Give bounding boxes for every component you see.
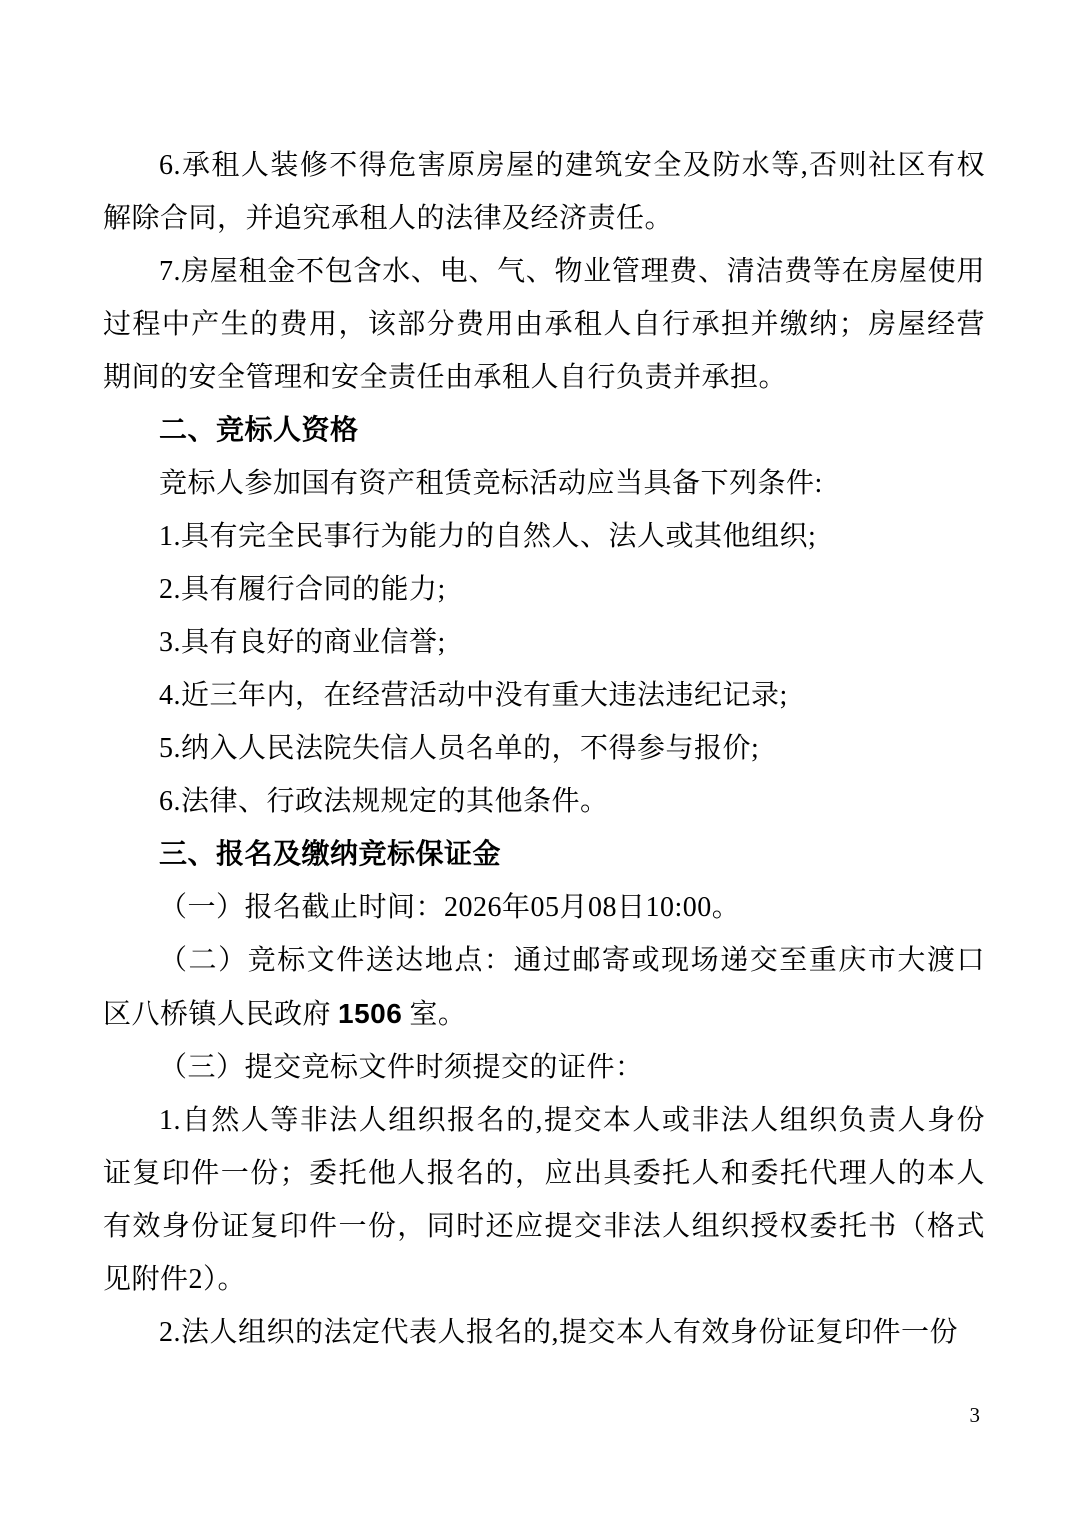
qualification-item-2: 2.具有履行合同的能力; xyxy=(159,574,446,605)
doc-requirement-2-paragraph: 2.法人组织的法定代表人报名的,提交本人有效身份证复印件一份 xyxy=(159,1317,959,1348)
qualification-item-1: 1.具有完全民事行为能力的自然人、法人或其他组织; xyxy=(159,521,817,552)
delivery-location-paragraph xyxy=(103,934,985,1041)
qualification-item-5: 5.纳入人民法院失信人员名单的，不得参与报价; xyxy=(159,733,760,764)
doc-requirement-1-paragraph: 1.自然人等非法人组织报名的,提交本人或非法人组织负责人身份证复印件一份；委托他人报名的，应出具委托人和委托代理人的本人有效身份证复印件一份，同时还应提交非法人组织授权委托书（格式见附件2）。 xyxy=(103,1105,985,1295)
qualification-item-4: 4.近三年内，在经营活动中没有重大违法违纪记录; xyxy=(159,680,788,711)
clause-6-paragraph: 6.承租人装修不得危害原房屋的建筑安全及防水等,否则社区有权解除合同，并追究承租人的法律及经济责任。 xyxy=(103,150,985,234)
qualification-item-6: 6.法律、行政法规规定的其他条件。 xyxy=(159,786,609,817)
section-3-heading: 三、报名及缴纳竞标保证金 xyxy=(159,839,502,870)
page-number: 3 xyxy=(969,1403,980,1427)
section-2-intro: 竞标人参加国有资产租赁竞标活动应当具备下列条件: xyxy=(159,468,823,499)
qualification-item-3: 3.具有良好的商业信誉; xyxy=(159,627,446,658)
required-documents-paragraph: （三）提交竞标文件时须提交的证件： xyxy=(159,1052,644,1083)
clause-7-paragraph: 7.房屋租金不包含水、电、气、物业管理费、清洁费等在房屋使用过程中产生的费用，该部分费用由承租人自行承担并缴纳；房屋经营期间的安全管理和安全责任由承租人自行负责并承担。 xyxy=(103,256,985,393)
section-2-heading: 二、竞标人资格 xyxy=(159,415,359,446)
registration-deadline-paragraph: （一）报名截止时间：2026年05月08日10:00。 xyxy=(159,892,741,923)
delivery-location-text-after: 室。 xyxy=(409,999,467,1030)
delivery-location-text-before: （二）竞标文件送达地点：通过邮寄或现场递交至重庆市大渡口区八桥镇人民政府 xyxy=(103,945,985,1030)
document-body xyxy=(103,139,985,1359)
room-number: 1506 xyxy=(338,998,403,1029)
